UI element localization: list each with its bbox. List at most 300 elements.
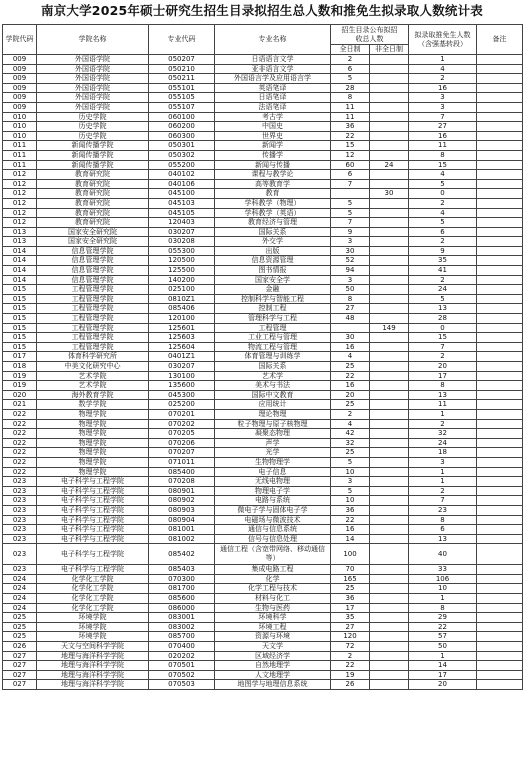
major-name-cell: 通信与信息系统 — [215, 525, 331, 535]
part-time-cell — [370, 409, 409, 419]
note-cell — [477, 160, 523, 170]
school-name-cell: 环境学院 — [37, 632, 149, 642]
note-cell — [477, 525, 523, 535]
full-time-cell: 16 — [331, 525, 370, 535]
table-row — [3, 141, 523, 151]
exempt-cell: 29 — [409, 613, 477, 623]
note-cell — [477, 534, 523, 544]
major-code-cell: 120500 — [149, 256, 215, 266]
part-time-cell — [370, 227, 409, 237]
major-name-cell: 粒子物理与原子核物理 — [215, 419, 331, 429]
school-code-cell: 023 — [3, 525, 37, 535]
part-time-cell — [370, 246, 409, 256]
full-time-cell: 94 — [331, 266, 370, 276]
table-row — [3, 651, 523, 661]
school-code-cell: 012 — [3, 198, 37, 208]
major-name-cell: 信息资源管理 — [215, 256, 331, 266]
exempt-cell: 14 — [409, 661, 477, 671]
school-code-cell: 015 — [3, 323, 37, 333]
exempt-cell: 4 — [409, 208, 477, 218]
exempt-cell: 8 — [409, 150, 477, 160]
table-row — [3, 275, 523, 285]
header-school-name: 学院名称 — [37, 25, 149, 55]
part-time-cell — [370, 651, 409, 661]
major-name-cell: 教育经济与管理 — [215, 218, 331, 228]
school-code-cell: 026 — [3, 642, 37, 652]
major-code-cell: 080901 — [149, 486, 215, 496]
note-cell — [477, 680, 523, 690]
major-name-cell: 材料与化工 — [215, 594, 331, 604]
school-name-cell: 物理学院 — [37, 419, 149, 429]
table-row — [3, 534, 523, 544]
school-code-cell: 025 — [3, 622, 37, 632]
note-cell — [477, 333, 523, 343]
statistics-table — [2, 24, 523, 690]
part-time-cell — [370, 285, 409, 295]
school-name-cell: 历史学院 — [37, 122, 149, 132]
major-name-cell: 控制科学与智能工程 — [215, 294, 331, 304]
school-code-cell: 011 — [3, 150, 37, 160]
note-cell — [477, 285, 523, 295]
major-name-cell: 电子信息 — [215, 467, 331, 477]
part-time-cell — [370, 613, 409, 623]
exempt-cell: 2 — [409, 237, 477, 247]
part-time-cell — [370, 670, 409, 680]
exempt-cell: 2 — [409, 74, 477, 84]
full-time-cell: 60 — [331, 160, 370, 170]
part-time-cell — [370, 457, 409, 467]
table-row — [3, 170, 523, 180]
note-cell — [477, 64, 523, 74]
part-time-cell — [370, 680, 409, 690]
school-name-cell: 历史学院 — [37, 131, 149, 141]
school-code-cell: 021 — [3, 400, 37, 410]
major-name-cell: 考古学 — [215, 112, 331, 122]
major-code-cell: 045100 — [149, 189, 215, 199]
exempt-cell: 6 — [409, 525, 477, 535]
major-name-cell: 无线电物理 — [215, 477, 331, 487]
exempt-cell: 33 — [409, 565, 477, 575]
major-code-cell: 120100 — [149, 314, 215, 324]
major-code-cell: 055101 — [149, 83, 215, 93]
exempt-cell: 1 — [409, 594, 477, 604]
major-code-cell: 081001 — [149, 525, 215, 535]
exempt-cell: 2 — [409, 198, 477, 208]
header-note: 备注 — [477, 25, 523, 55]
part-time-cell — [370, 467, 409, 477]
full-time-cell: 2 — [331, 409, 370, 419]
table-row — [3, 419, 523, 429]
major-code-cell: 125603 — [149, 333, 215, 343]
full-time-cell: 11 — [331, 102, 370, 112]
full-time-cell: 42 — [331, 429, 370, 439]
major-code-cell: 050211 — [149, 74, 215, 84]
full-time-cell: 7 — [331, 179, 370, 189]
school-name-cell: 电子科学与工程学院 — [37, 525, 149, 535]
header-plan-total: 招生目录公布拟招收总人数 — [331, 25, 409, 45]
full-time-cell: 28 — [331, 83, 370, 93]
major-code-cell: 083001 — [149, 613, 215, 623]
major-code-cell: 020202 — [149, 651, 215, 661]
school-code-cell: 010 — [3, 131, 37, 141]
note-cell — [477, 323, 523, 333]
exempt-cell: 0 — [409, 323, 477, 333]
part-time-cell — [370, 314, 409, 324]
school-name-cell: 新闻传播学院 — [37, 141, 149, 151]
school-name-cell: 地理与海洋科学学院 — [37, 670, 149, 680]
major-name-cell: 新闻与传播 — [215, 160, 331, 170]
exempt-cell: 7 — [409, 342, 477, 352]
school-name-cell: 外国语学院 — [37, 74, 149, 84]
school-code-cell: 024 — [3, 603, 37, 613]
full-time-cell: 165 — [331, 574, 370, 584]
exempt-cell: 2 — [409, 352, 477, 362]
table-row — [3, 304, 523, 314]
major-code-cell: 085403 — [149, 565, 215, 575]
part-time-cell: 24 — [370, 160, 409, 170]
table-row — [3, 622, 523, 632]
school-name-cell: 外国语学院 — [37, 93, 149, 103]
school-name-cell: 环境学院 — [37, 613, 149, 623]
part-time-cell — [370, 477, 409, 487]
school-code-cell: 025 — [3, 613, 37, 623]
note-cell — [477, 294, 523, 304]
major-name-cell: 中国史 — [215, 122, 331, 132]
exempt-cell: 18 — [409, 448, 477, 458]
major-name-cell: 通信工程（含宽带网络、移动通信等） — [215, 544, 331, 565]
major-name-cell: 日语笔译 — [215, 93, 331, 103]
table-row — [3, 429, 523, 439]
full-time-cell: 22 — [331, 131, 370, 141]
major-code-cell: 050207 — [149, 55, 215, 65]
major-name-cell: 亚非语言文学 — [215, 64, 331, 74]
part-time-cell — [370, 122, 409, 132]
school-code-cell: 014 — [3, 266, 37, 276]
major-name-cell: 区域经济学 — [215, 651, 331, 661]
table-row — [3, 467, 523, 477]
header-full-time: 全日制 — [331, 45, 370, 55]
major-code-cell: 071011 — [149, 457, 215, 467]
full-time-cell: 52 — [331, 256, 370, 266]
part-time-cell — [370, 505, 409, 515]
part-time-cell — [370, 266, 409, 276]
note-cell — [477, 141, 523, 151]
major-code-cell: 085400 — [149, 467, 215, 477]
school-code-cell: 009 — [3, 102, 37, 112]
major-name-cell: 物流工程与管理 — [215, 342, 331, 352]
full-time-cell: 2 — [331, 55, 370, 65]
full-time-cell: 5 — [331, 198, 370, 208]
note-cell — [477, 304, 523, 314]
table-row — [3, 131, 523, 141]
table-row — [3, 93, 523, 103]
part-time-cell — [370, 565, 409, 575]
major-code-cell: 080904 — [149, 515, 215, 525]
part-time-cell — [370, 208, 409, 218]
table-row — [3, 160, 523, 170]
school-name-cell: 电子科学与工程学院 — [37, 505, 149, 515]
full-time-cell: 48 — [331, 314, 370, 324]
full-time-cell: 25 — [331, 362, 370, 372]
full-time-cell: 3 — [331, 237, 370, 247]
major-name-cell: 资源与环境 — [215, 632, 331, 642]
full-time-cell: 22 — [331, 661, 370, 671]
part-time-cell: 149 — [370, 323, 409, 333]
table-row — [3, 83, 523, 93]
note-cell — [477, 275, 523, 285]
school-code-cell: 011 — [3, 141, 37, 151]
full-time-cell: 16 — [331, 342, 370, 352]
school-name-cell: 天文与空间科学学院 — [37, 642, 149, 652]
major-code-cell: 060100 — [149, 112, 215, 122]
part-time-cell — [370, 256, 409, 266]
major-name-cell: 生物物理学 — [215, 457, 331, 467]
school-name-cell: 工程管理学院 — [37, 294, 149, 304]
note-cell — [477, 198, 523, 208]
header-exempt: 拟录取推免生人数（含强基转段） — [409, 25, 477, 55]
note-cell — [477, 266, 523, 276]
school-code-cell: 027 — [3, 661, 37, 671]
school-name-cell: 数学学院 — [37, 400, 149, 410]
school-name-cell: 工程管理学院 — [37, 333, 149, 343]
part-time-cell — [370, 574, 409, 584]
exempt-cell: 106 — [409, 574, 477, 584]
full-time-cell: 30 — [331, 333, 370, 343]
school-name-cell: 新闻传播学院 — [37, 150, 149, 160]
school-name-cell: 国家安全研究院 — [37, 237, 149, 247]
note-cell — [477, 565, 523, 575]
note-cell — [477, 496, 523, 506]
full-time-cell: 35 — [331, 613, 370, 623]
part-time-cell — [370, 371, 409, 381]
full-time-cell: 27 — [331, 622, 370, 632]
part-time-cell — [370, 534, 409, 544]
table-row — [3, 584, 523, 594]
major-name-cell: 电路与系统 — [215, 496, 331, 506]
major-code-cell: 030208 — [149, 237, 215, 247]
page-title: 南京大学2025年硕士研究生招生目录拟招生总人数和推免生拟录取人数统计表 — [41, 3, 483, 18]
table-row — [3, 574, 523, 584]
school-name-cell: 电子科学与工程学院 — [37, 477, 149, 487]
part-time-cell — [370, 102, 409, 112]
exempt-cell: 1 — [409, 651, 477, 661]
note-cell — [477, 642, 523, 652]
exempt-cell: 1 — [409, 55, 477, 65]
major-code-cell: 025200 — [149, 400, 215, 410]
part-time-cell — [370, 362, 409, 372]
major-code-cell: 040106 — [149, 179, 215, 189]
major-code-cell: 140200 — [149, 275, 215, 285]
major-code-cell: 085402 — [149, 544, 215, 565]
table-row — [3, 64, 523, 74]
part-time-cell — [370, 429, 409, 439]
major-name-cell: 日语语言文学 — [215, 55, 331, 65]
part-time-cell — [370, 642, 409, 652]
major-code-cell: 081002 — [149, 534, 215, 544]
major-name-cell: 微电子学与固体电子学 — [215, 505, 331, 515]
major-name-cell: 体育管理与训练学 — [215, 352, 331, 362]
exempt-cell: 5 — [409, 218, 477, 228]
school-code-cell: 023 — [3, 565, 37, 575]
full-time-cell: 27 — [331, 304, 370, 314]
part-time-cell — [370, 150, 409, 160]
exempt-cell: 3 — [409, 93, 477, 103]
school-code-cell: 013 — [3, 227, 37, 237]
school-name-cell: 化学化工学院 — [37, 603, 149, 613]
major-name-cell: 高等教育学 — [215, 179, 331, 189]
part-time-cell — [370, 83, 409, 93]
major-name-cell: 国际中文教育 — [215, 390, 331, 400]
major-name-cell: 控制工程 — [215, 304, 331, 314]
major-code-cell: 125604 — [149, 342, 215, 352]
major-name-cell: 国际关系 — [215, 227, 331, 237]
part-time-cell — [370, 584, 409, 594]
major-name-cell: 外交学 — [215, 237, 331, 247]
major-code-cell: 040102 — [149, 170, 215, 180]
major-code-cell: 085406 — [149, 304, 215, 314]
part-time-cell — [370, 112, 409, 122]
school-name-cell: 中美文化研究中心 — [37, 362, 149, 372]
major-code-cell: 080902 — [149, 496, 215, 506]
part-time-cell — [370, 544, 409, 565]
major-code-cell: 125601 — [149, 323, 215, 333]
note-cell — [477, 477, 523, 487]
full-time-cell: 50 — [331, 285, 370, 295]
table-row — [3, 189, 523, 199]
school-code-cell: 022 — [3, 429, 37, 439]
major-name-cell: 天文学 — [215, 642, 331, 652]
major-code-cell: 081700 — [149, 584, 215, 594]
table-row — [3, 294, 523, 304]
major-name-cell: 金融 — [215, 285, 331, 295]
table-row — [3, 208, 523, 218]
note-cell — [477, 112, 523, 122]
school-code-cell: 009 — [3, 55, 37, 65]
full-time-cell: 10 — [331, 467, 370, 477]
major-code-cell: 070202 — [149, 419, 215, 429]
part-time-cell — [370, 237, 409, 247]
full-time-cell: 22 — [331, 371, 370, 381]
full-time-cell: 26 — [331, 680, 370, 690]
table-row — [3, 246, 523, 256]
part-time-cell — [370, 496, 409, 506]
major-name-cell: 声学 — [215, 438, 331, 448]
major-code-cell: 060200 — [149, 122, 215, 132]
major-name-cell: 新闻学 — [215, 141, 331, 151]
school-code-cell: 009 — [3, 93, 37, 103]
table-row — [3, 256, 523, 266]
major-name-cell: 信号与信息处理 — [215, 534, 331, 544]
school-name-cell: 新闻传播学院 — [37, 160, 149, 170]
major-code-cell: 0810Z1 — [149, 294, 215, 304]
exempt-cell: 2 — [409, 419, 477, 429]
major-code-cell: 055105 — [149, 93, 215, 103]
major-code-cell: 055107 — [149, 102, 215, 112]
school-name-cell: 信息管理学院 — [37, 246, 149, 256]
full-time-cell: 6 — [331, 170, 370, 180]
major-name-cell: 生物与医药 — [215, 603, 331, 613]
major-name-cell: 环境科学 — [215, 613, 331, 623]
note-cell — [477, 438, 523, 448]
full-time-cell: 4 — [331, 352, 370, 362]
full-time-cell: 120 — [331, 632, 370, 642]
table-row — [3, 342, 523, 352]
school-code-cell: 012 — [3, 208, 37, 218]
exempt-cell: 13 — [409, 304, 477, 314]
note-cell — [477, 661, 523, 671]
header-major-code: 专业代码 — [149, 25, 215, 55]
school-code-cell: 012 — [3, 170, 37, 180]
major-name-cell: 地图学与地理信息系统 — [215, 680, 331, 690]
full-time-cell: 6 — [331, 64, 370, 74]
school-name-cell: 外国语学院 — [37, 55, 149, 65]
major-code-cell: 130100 — [149, 371, 215, 381]
note-cell — [477, 122, 523, 132]
note-cell — [477, 574, 523, 584]
exempt-cell: 17 — [409, 371, 477, 381]
part-time-cell — [370, 64, 409, 74]
part-time-cell — [370, 594, 409, 604]
part-time-cell — [370, 390, 409, 400]
major-code-cell: 070207 — [149, 448, 215, 458]
note-cell — [477, 505, 523, 515]
school-code-cell: 023 — [3, 486, 37, 496]
major-code-cell: 025100 — [149, 285, 215, 295]
note-cell — [477, 150, 523, 160]
table-row — [3, 74, 523, 84]
table-body — [3, 55, 523, 690]
school-name-cell: 物理学院 — [37, 457, 149, 467]
table-row — [3, 150, 523, 160]
major-name-cell: 教育 — [215, 189, 331, 199]
note-cell — [477, 179, 523, 189]
exempt-cell: 2 — [409, 275, 477, 285]
school-name-cell: 教育研究院 — [37, 208, 149, 218]
major-name-cell: 人文地理学 — [215, 670, 331, 680]
major-code-cell: 045103 — [149, 198, 215, 208]
full-time-cell: 17 — [331, 603, 370, 613]
part-time-cell — [370, 342, 409, 352]
school-code-cell: 009 — [3, 64, 37, 74]
school-code-cell: 019 — [3, 371, 37, 381]
school-code-cell: 025 — [3, 632, 37, 642]
table-row — [3, 362, 523, 372]
full-time-cell: 8 — [331, 294, 370, 304]
school-name-cell: 物理学院 — [37, 467, 149, 477]
full-time-cell: 5 — [331, 486, 370, 496]
part-time-cell — [370, 74, 409, 84]
part-time-cell — [370, 131, 409, 141]
full-time-cell: 32 — [331, 438, 370, 448]
major-name-cell: 光学 — [215, 448, 331, 458]
table-row — [3, 603, 523, 613]
part-time-cell — [370, 275, 409, 285]
school-code-cell: 009 — [3, 74, 37, 84]
exempt-cell: 5 — [409, 179, 477, 189]
note-cell — [477, 651, 523, 661]
full-time-cell: 5 — [331, 457, 370, 467]
school-name-cell: 外国语学院 — [37, 102, 149, 112]
school-code-cell: 018 — [3, 362, 37, 372]
note-cell — [477, 670, 523, 680]
major-code-cell: 083002 — [149, 622, 215, 632]
note-cell — [477, 613, 523, 623]
exempt-cell: 35 — [409, 256, 477, 266]
major-code-cell: 070205 — [149, 429, 215, 439]
school-name-cell: 电子科学与工程学院 — [37, 534, 149, 544]
major-name-cell: 自然地理学 — [215, 661, 331, 671]
note-cell — [477, 594, 523, 604]
